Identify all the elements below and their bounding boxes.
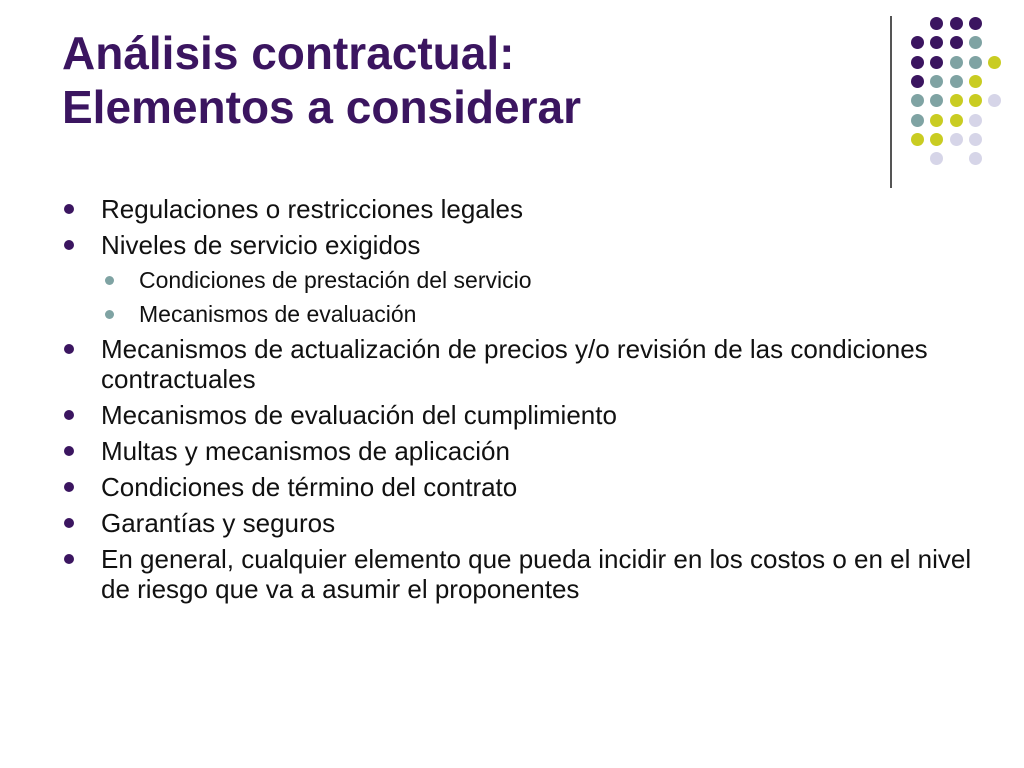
decorative-dot (988, 94, 1001, 107)
bullet-text: Garantías y seguros (101, 508, 336, 538)
decorative-dot (969, 152, 982, 165)
bullet-text: En general, cualquier elemento que pueda incidir en los costos o en el nivel de riesgo que va a asumir el proponentes (101, 544, 972, 604)
decorative-dot (969, 114, 982, 127)
bullet-text: Mecanismos de actualización de precios y/o revisión de las condiciones contractuales (101, 334, 928, 394)
bullet-item (64, 544, 984, 604)
decorative-dot (930, 36, 943, 49)
decorative-dot (911, 75, 924, 88)
decorative-dot (969, 17, 982, 30)
decorative-dot (930, 94, 943, 107)
title-line-2: Elementos a considerar (62, 81, 581, 133)
slide-title (62, 26, 862, 134)
bullet-text: Mecanismos de evaluación (139, 301, 417, 327)
decorative-dot (930, 17, 943, 30)
bullet-text: Multas y mecanismos de aplicación (101, 436, 510, 466)
decorative-dot (930, 56, 943, 69)
sub-bullet-item (64, 266, 984, 294)
decorative-dot (950, 36, 963, 49)
bullet-item (64, 436, 984, 466)
decorative-dot (950, 56, 963, 69)
bullet-text: Condiciones de prestación del servicio (139, 267, 532, 293)
bullet-dot-icon (64, 446, 74, 456)
bullet-dot-icon (105, 310, 114, 319)
decorative-dot (911, 114, 924, 127)
decorative-dot (950, 75, 963, 88)
bullet-item (64, 400, 984, 430)
sub-bullet-item (64, 300, 984, 328)
title-line-1: Análisis contractual: (62, 27, 515, 79)
bullet-text: Niveles de servicio exigidos (101, 230, 421, 260)
decorative-dot (930, 75, 943, 88)
bullet-dot-icon (64, 204, 74, 214)
bullet-text: Mecanismos de evaluación del cumplimiento (101, 400, 617, 430)
decorative-dot (950, 133, 963, 146)
decorative-dot (950, 94, 963, 107)
bullet-dot-icon (64, 482, 74, 492)
bullet-dot-icon (64, 554, 74, 564)
decorative-dot (969, 133, 982, 146)
bullet-dot-icon (64, 410, 74, 420)
bullet-list (64, 194, 984, 604)
decorative-dot (969, 75, 982, 88)
slide-content (64, 194, 984, 610)
decorative-dot (911, 56, 924, 69)
bullet-dot-icon (64, 344, 74, 354)
decorative-dot (950, 17, 963, 30)
decorative-dot (969, 56, 982, 69)
decorative-dot (911, 36, 924, 49)
decorative-dot (950, 114, 963, 127)
decorative-dot (911, 94, 924, 107)
decorative-dot (988, 56, 1001, 69)
bullet-dot-icon (64, 518, 74, 528)
bullet-text: Condiciones de término del contrato (101, 472, 518, 502)
bullet-item (64, 334, 984, 394)
decorative-dot (930, 133, 943, 146)
decorative-dot (911, 133, 924, 146)
decorative-dot (969, 36, 982, 49)
bullet-dot-icon (105, 276, 114, 285)
bullet-dot-icon (64, 240, 74, 250)
decorative-dot (930, 152, 943, 165)
bullet-item (64, 508, 984, 538)
decorative-dot (969, 94, 982, 107)
bullet-item (64, 230, 984, 260)
title-divider (890, 16, 892, 188)
decorative-dot (930, 114, 943, 127)
bullet-item (64, 472, 984, 502)
bullet-text: Regulaciones o restricciones legales (101, 194, 524, 224)
bullet-item (64, 194, 984, 224)
